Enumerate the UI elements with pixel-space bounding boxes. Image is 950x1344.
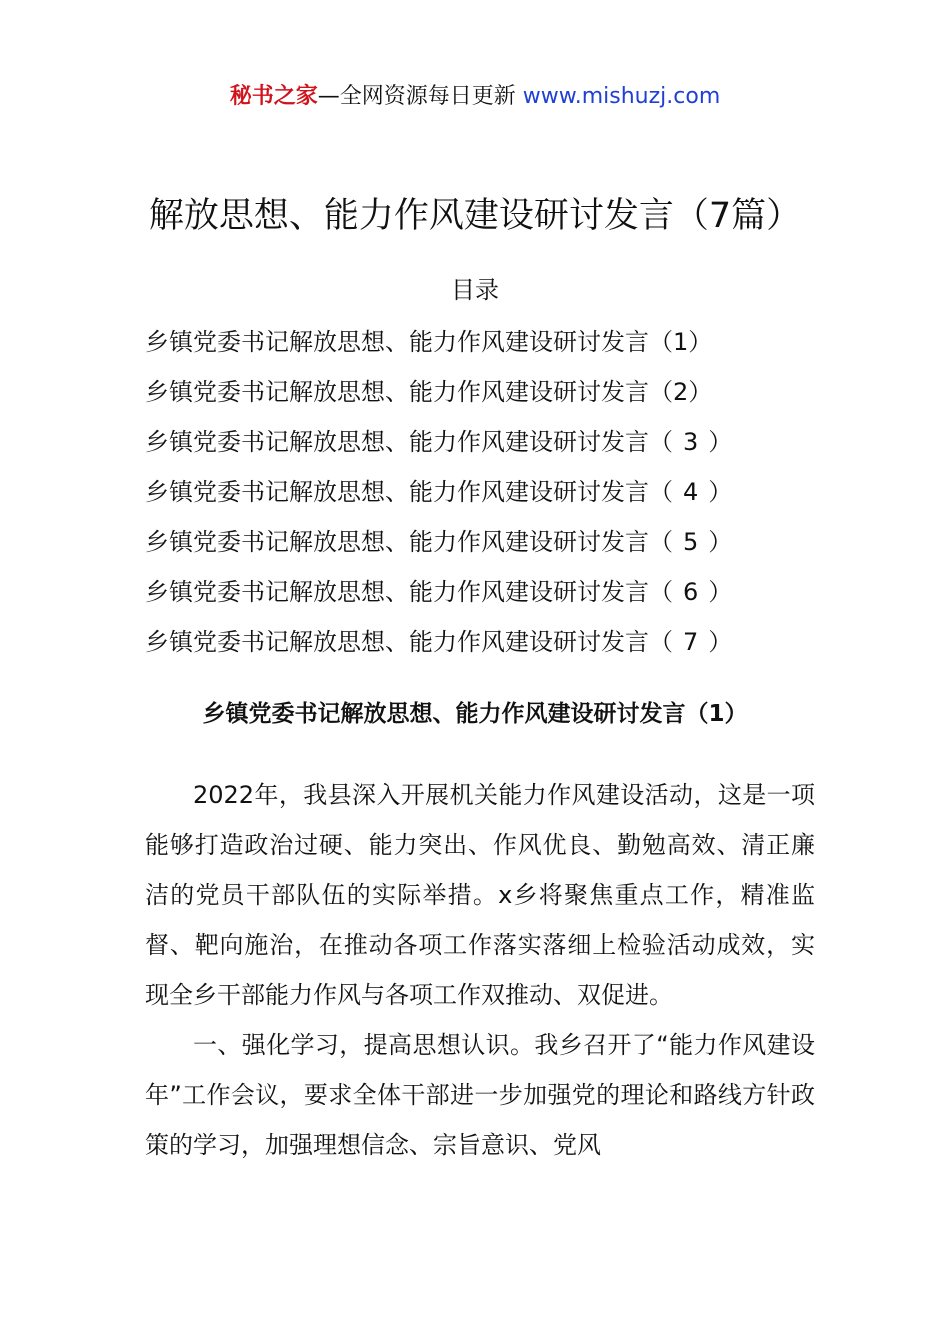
toc-item-text: 乡镇党委书记解放思想、能力作风建设研讨发言（ (145, 578, 673, 606)
brand-name: 秘书之家 (229, 84, 318, 109)
header-tagline: —全网资源每日更新 (317, 84, 516, 109)
body-paragraph: 2022年，我县深入开展机关能力作风建设活动，这是一项能够打造政治过硬、能力突出、作风优良、勤勉高效、清正廉洁的党员干部队伍的实际举措。x乡将聚焦重点工作，精准监督、靶向施治，在推动各项工作落实落细上检验活动成效，实现全乡干部能力作风与各项工作双推动、双促进。 (145, 781, 815, 1009)
toc-item[interactable] (145, 620, 845, 670)
toc-item-close: ） (688, 328, 713, 356)
toc-item[interactable] (145, 370, 845, 420)
toc-item[interactable] (145, 570, 845, 620)
toc-item[interactable] (145, 320, 845, 370)
site-url-link[interactable]: www.mishuzj.com (522, 84, 721, 109)
toc-item[interactable] (145, 420, 845, 470)
toc-item-close: ） (708, 478, 733, 506)
toc-item-text: 乡镇党委书记解放思想、能力作风建设研讨发言（ (145, 478, 673, 506)
document-title: 解放思想、能力作风建设研讨发言（7篇） (148, 196, 802, 236)
toc-item-number: 5 (683, 528, 699, 556)
toc-item-number: 7 (683, 628, 699, 656)
toc-item-number: 1 (673, 328, 689, 356)
toc-item-number: 3 (683, 428, 699, 456)
toc-item-number: 6 (683, 578, 699, 606)
body-text (145, 770, 815, 1170)
toc-item[interactable] (145, 470, 845, 520)
section-heading: 乡镇党委书记解放思想、能力作风建设研讨发言（1） (202, 701, 748, 727)
toc-item-text: 乡镇党委书记解放思想、能力作风建设研讨发言（ (145, 328, 673, 356)
toc-item-close: ） (688, 378, 713, 406)
toc-item[interactable] (145, 520, 845, 570)
toc-item-text: 乡镇党委书记解放思想、能力作风建设研讨发言（ (145, 428, 673, 456)
toc-item-close: ） (708, 528, 733, 556)
toc-item-text: 乡镇党委书记解放思想、能力作风建设研讨发言（ (145, 528, 673, 556)
toc-item-text: 乡镇党委书记解放思想、能力作风建设研讨发言（ (145, 378, 673, 406)
table-of-contents (145, 320, 845, 670)
toc-item-close: ） (708, 428, 733, 456)
toc-item-number: 2 (673, 378, 689, 406)
toc-title: 目录 (451, 276, 499, 304)
body-paragraph: 一、强化学习，提高思想认识。我乡召开了“能力作风建设年”工作会议，要求全体干部进一步加强党的理论和路线方针政策的学习，加强理想信念、宗旨意识、党风 (145, 1031, 815, 1159)
toc-item-text: 乡镇党委书记解放思想、能力作风建设研讨发言（ (145, 628, 673, 656)
site-header (0, 82, 950, 112)
toc-item-close: ） (708, 578, 733, 606)
toc-item-close: ） (708, 628, 733, 656)
toc-item-number: 4 (683, 478, 699, 506)
